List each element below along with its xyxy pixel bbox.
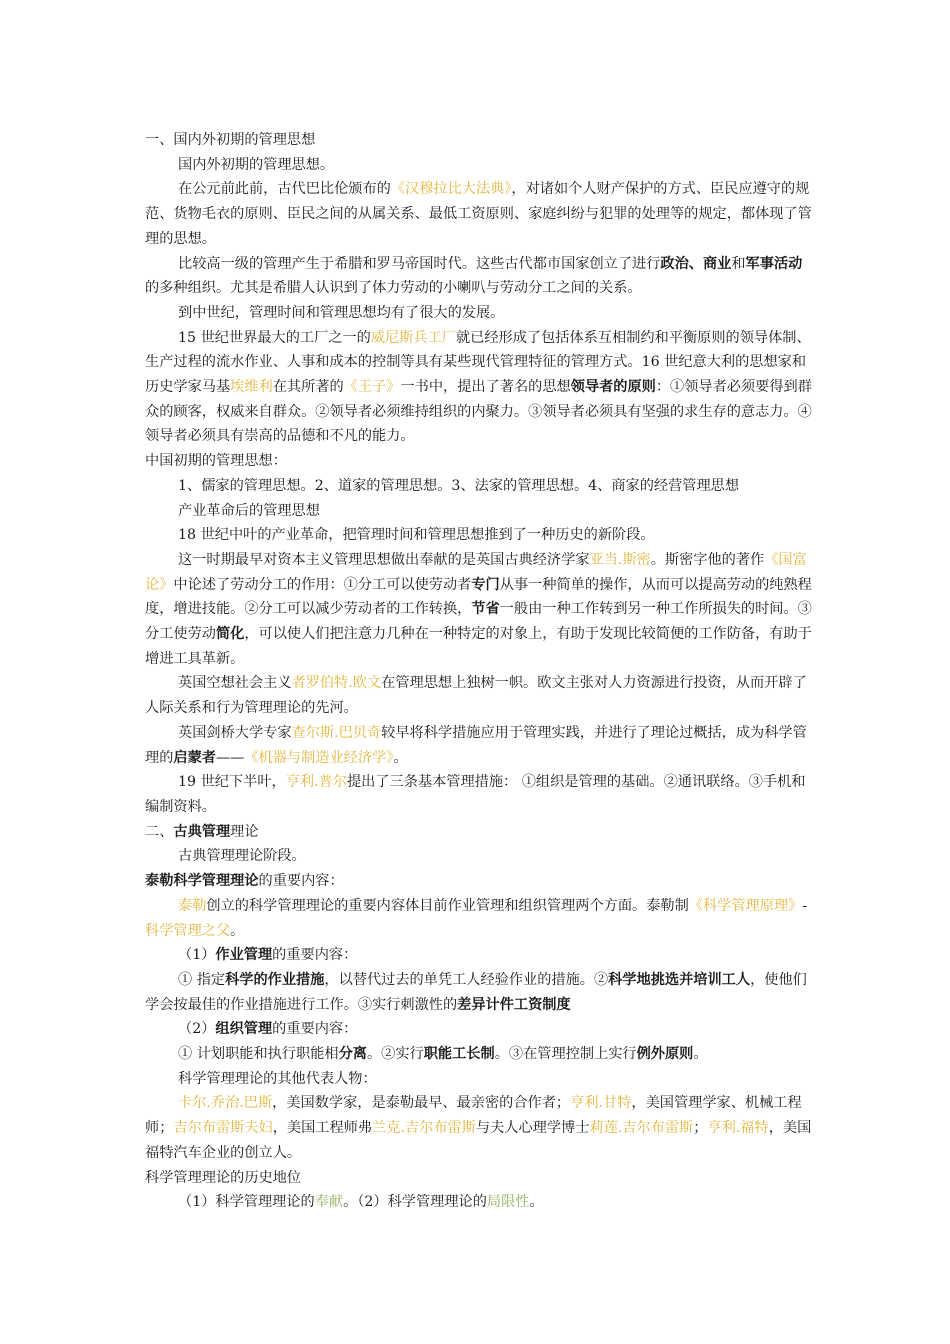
bold-text: 泰勒科学管理理论 [145,873,259,890]
text: 。斯密字他的著作 [650,551,765,568]
text: 就已经形成了包括体系互相制约和平衡原则的领导体制、生产过程的流水作业、人事和成本的控制等具有某些现代管理特征的管理方式。16 世纪意大利的思想家和历史学家马基 [145,329,811,396]
text: 在公元前此前，古代巴比伦颁布的 [178,181,391,198]
bold-text: 专门 [471,576,500,593]
paragraph-other-figures [145,1091,815,1165]
bold-text: 科学的作业措施 [225,971,325,988]
text: 从事一种简单的操作，从而可以提高劳动的纯熟程度，增进技能。②分工可以减少劳动者的工作转换， [145,576,812,618]
paragraph-venice-arsenal [145,326,815,450]
bold-text: 组织管理 [215,1021,273,1038]
text: 和 [731,255,746,272]
text: 的多种组织。尤其是希腊人认识到了体力劳动的小喇叭与劳动分工之间的关系。 [145,280,642,297]
text: 的重要内容： [272,1021,358,1038]
text: 二、 [145,823,174,840]
industrial-heading: 产业革命后的管理思想 [178,502,320,519]
text: ：①领导者必须要得到群众的顾客，权威来自群众。②领导者必须维持组织的内聚力。③领导者必须具有坚强的求生存的意志力。④领导者必须具有崇高的品德和不凡的能力。 [145,379,812,445]
text: ，美国福特汽车企业的创立人。 [145,1120,812,1161]
section-subtitle-2: 古典管理理论阶段。 [178,848,306,865]
text: 创立的科学管理理论的重要内容体目前作业管理和组织管理两个方面。泰勒制 [206,897,689,914]
highlight-gilbreths: 吉尔布雷斯夫妇 [173,1120,273,1137]
bold-text: 启蒙者 [173,749,216,766]
text: 一般由一种工作转到另一种工作所损失的时间。③分工使劳动 [145,601,812,643]
bold-text: 简化 [215,626,245,643]
text: - [802,897,808,914]
highlight-father-of-sm: 科学管理之父 [145,922,231,939]
highlight-gantt: 亨利.甘特 [570,1095,632,1112]
text: 在管理思想上独树一帜。欧文主张对人力资源进行投资，从而开辟了人际关系和行为管理理论的先河。 [145,675,807,717]
bold-text: 政治、商业 [660,255,732,272]
china-items: 1、儒家的管理思想。2、道家的管理思想。3、法家的管理思想。4、商家的经营管理思想 [178,477,740,494]
text: 。（2）科学管理理论的 [343,1194,487,1211]
text: 15 世纪世界最大的工厂之一的 [178,329,371,346]
text: 。 [529,1194,544,1211]
organization-heading [145,1017,815,1042]
text: 这一时期最早对资本主义管理思想做出奉献的是英国古典经济学家 [178,551,590,568]
paragraph-taylor [145,894,815,943]
bold-text: 古典管理 [173,823,231,840]
bold-text: 军事活动 [745,255,803,272]
section-heading-2 [145,820,815,845]
text: 一书中，提出了著名的思想 [400,379,571,396]
organization-body [145,1042,815,1067]
text: ，美国管理学家、机械工程师； [145,1095,802,1137]
document-body [145,128,815,1215]
bold-text: 例外原则 [636,1046,694,1063]
text: 理论 [230,823,259,840]
bold-text: 节省 [471,601,500,618]
text: 。 [230,922,245,939]
highlight-babbage: 查尔斯.巴贝奇 [291,724,382,741]
text: 。③在管理控制上实行 [494,1046,637,1063]
highlight-the-prince: 《王子》 [343,379,401,396]
text: 。 [393,749,408,766]
paragraph-henry-poor [145,770,815,819]
text: 比较高一级的管理产生于希腊和罗马帝国时代。这些古代都市国家创立了进行 [178,255,661,272]
paragraph-industrial-revolution: 18 世纪中叶的产业革命，把管理时间和管理思想推到了一种历史的新阶段。 [178,527,655,544]
text: ，可以使人们把注意力几种在一种特定的对象上，有助于发现比较简便的工作防备，有助于增进工具革新。 [145,626,812,667]
paragraph-robert-owen [145,671,815,720]
highlight-henry-poor: 亨利.普尔 [285,774,347,791]
highlight-adam-smith: 亚当.斯密 [589,551,651,568]
highlight-machinery-book: 《机器与制造业经济学》 [244,749,394,766]
highlight-lillian-gilbreth: 莉莲.吉尔布雷斯 [589,1120,694,1137]
bold-text: 分离 [338,1046,367,1063]
highlight-venice-arsenal: 威尼斯兵工厂 [370,329,456,346]
text: ，美国数学家，是泰勒最早、最亲密的合作者； [272,1095,571,1112]
bold-text: 领导者的原则 [570,379,656,396]
text: 中论述了劳动分工的作用：①分工可以使劳动者 [173,576,472,593]
bold-text: 科学地挑选并培训工人 [608,971,751,988]
highlight-machiavelli: 埃维利 [230,379,273,396]
text: （1）科学管理理论的 [178,1194,315,1211]
text: 提出了三条基本管理措施： ①组织是管理的基础。②通讯联络。③手机和编制资料。 [145,774,806,815]
text: 英国剑桥大学专家 [178,724,292,741]
operation-heading [145,943,815,968]
highlight-limitations: 局限性 [486,1194,530,1211]
text: 19 世纪下半叶， [178,774,286,791]
text: ，对诸如个人财产保护的方式、臣民应遵守的规范、货物毛衣的原则、臣民之间的从属关系、最低工资原则、家庭纠纷与犯罪的处理等的规定，都体现了管理的思想。 [145,181,812,247]
paragraph-adam-smith [145,548,815,672]
bold-text: 职能工长制 [423,1046,495,1063]
text: 在其所著的 [272,379,344,396]
text: —— [215,749,245,766]
bold-text: 作业管理 [215,947,273,964]
text: 与夫人心理学博士 [475,1120,590,1137]
taylor-heading [145,869,815,894]
history-body [145,1190,815,1215]
text: 的重要内容： [258,873,344,890]
text: ，以替代过去的单凭工人经验作业的措施。② [324,971,609,988]
text: （2） [178,1021,216,1038]
others-heading: 科学管理理论的其他代表人物： [178,1070,377,1087]
highlight-henry-ford: 亨利.福特 [707,1120,769,1137]
text: 。②实行 [366,1046,424,1063]
text: ，使他们学会按最佳的作业措施进行工作。③实行刺激性的 [145,971,807,1013]
highlight-taylor: 泰勒 [178,897,207,914]
paragraph-greece-rome [145,252,815,301]
highlight-robert-owen: 者罗伯特.欧文 [291,675,382,692]
highlight-contribution: 奉献 [314,1194,344,1211]
section-subtitle-1: 国内外初期的管理思想。 [178,156,335,173]
operation-body [145,968,815,1017]
highlight-barth: 卡尔.乔治.巴斯 [178,1095,273,1112]
text: 英国空想社会主义 [178,675,292,692]
highlight-principles-book: 《科学管理原理》 [688,897,803,914]
china-heading: 中国初期的管理思想： [145,453,287,470]
paragraph-middle-ages: 到中世纪，管理时间和管理思想均有了很大的发展。 [178,304,505,321]
highlight-wealth-of-nations: 《国富论》 [145,551,807,593]
text: ① 计划职能和执行职能相 [178,1046,339,1063]
text: （1） [178,947,216,964]
text: 。 [693,1046,708,1063]
text: 的重要内容： [272,947,358,964]
history-heading: 科学管理理论的历史地位 [145,1169,302,1186]
paragraph-babbage [145,721,815,770]
text: 较早将科学措施应用于管理实践，并进行了理论过概括，成为科学管理的 [145,724,807,766]
bold-text: 差异计件工资制度 [457,996,571,1013]
link-hammurabi-code: 《汉穆拉比大法典》 [390,181,512,198]
text: ，美国工程师弗 [272,1120,373,1137]
text: ； [693,1120,708,1137]
highlight-frank-gilbreth: 兰克.吉尔布雷斯 [372,1120,476,1137]
section-heading-1: 一、国内外初期的管理思想 [145,132,316,148]
paragraph-babylon [145,177,815,251]
text: ① 指定 [178,971,226,988]
